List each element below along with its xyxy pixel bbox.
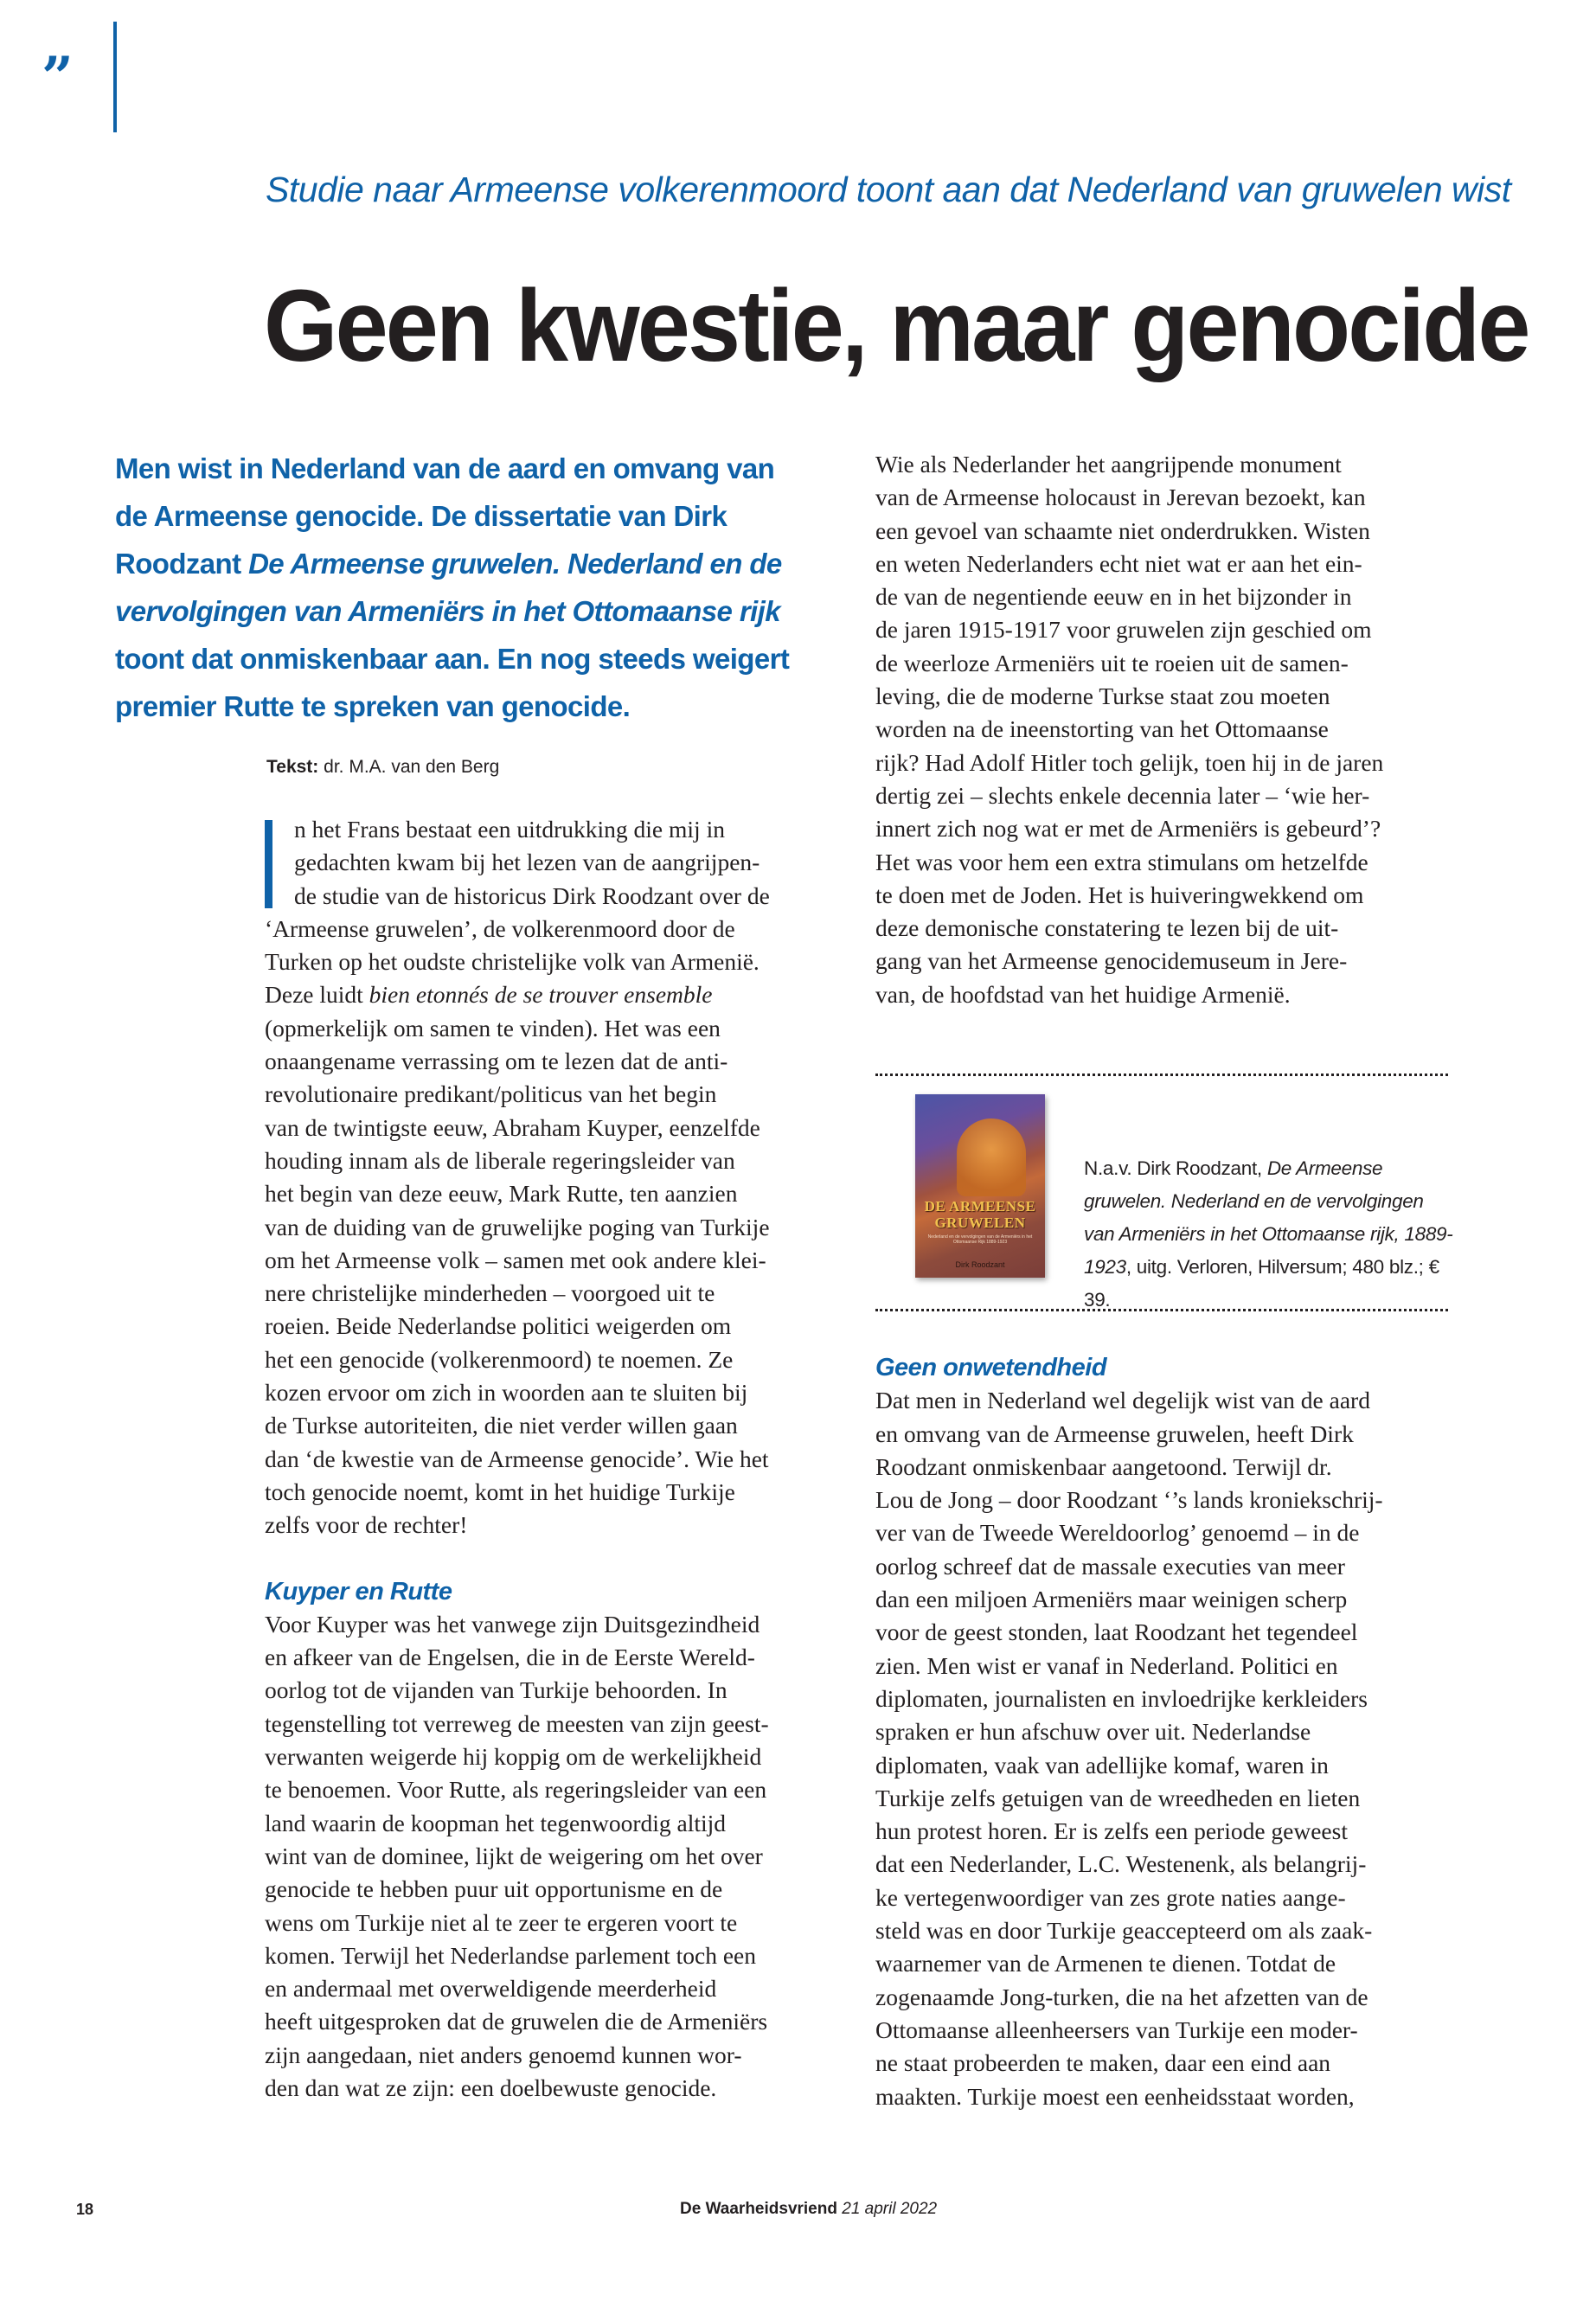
text-line: zijn aangedaan, niet anders genoemd kunnen wor-	[265, 2041, 742, 2068]
review-publisher: , uitg. Verloren, Hilversum; 480 blz.; € 39.	[1084, 1256, 1439, 1311]
text-line: Roodzant onmiskenbaar aangetoond. Terwijl dr.	[875, 1452, 1332, 1480]
text-line: revolutionaire predikant/politicus van het begin	[265, 1080, 717, 1108]
text-line: om het Armeense volk – samen met ook andere klei-	[265, 1246, 766, 1273]
article-headline: Geen kwestie, maar genocide	[264, 269, 1529, 383]
article-intro	[115, 445, 790, 730]
text-line: komen. Terwijl het Nederlandse parlement toch een	[265, 1941, 756, 1969]
review-prefix: N.a.v. Dirk Roodzant,	[1084, 1157, 1267, 1179]
text-line: Het was voor hem een extra stimulans om hetzelfde	[875, 848, 1368, 875]
text-line: van, de hoofdstad van het huidige Armenië.	[875, 980, 1291, 1008]
dotted-divider-top	[875, 1074, 1448, 1076]
page-number: 18	[76, 2201, 94, 2218]
text-line: zogenaamde Jong-turken, die na het afzetten van de	[875, 1983, 1368, 2010]
text-line: Ottomaanse alleenheersers van Turkije een moder-	[875, 2016, 1358, 2043]
right-column	[875, 448, 1446, 1011]
italic-phrase: bien etonnés de se trouver ensemble	[369, 981, 713, 1009]
text-line: dat een Nederlander, L.C. Westenenk, als belangrij-	[875, 1850, 1367, 1878]
text-run: Deze luidt	[265, 981, 369, 1009]
text-line: leving, die de moderne Turkse staat zou moeten	[875, 683, 1330, 710]
article-kicker: Studie naar Armeense volkerenmoord toont aan dat Nederland van gruwelen wist	[266, 170, 1511, 209]
issue-date: 21 april 2022	[842, 2200, 938, 2218]
text-line: den dan wat ze zijn: een doelbewuste genocide.	[265, 2073, 717, 2101]
text-line: van de duiding van de gruwelijke poging van Turkije	[265, 1213, 770, 1240]
intro-text-1: Men wist in Nederland van de aard en omvang van de Armeense genocide. De dissertatie van Dirk Roodzant	[115, 452, 775, 580]
text-line: spraken er hun afschuw over uit. Nederlandse	[875, 1718, 1311, 1746]
dropcap-paragraph	[265, 813, 836, 913]
text-line: Lou de Jong – door Roodzant ‘’s lands kroniekschrij-	[875, 1486, 1383, 1514]
text-line: steld was en door Turkije geaccepteerd om als zaak-	[875, 1917, 1373, 1945]
byline-label: Tekst:	[266, 757, 319, 777]
text-line: van de twintigste eeuw, Abraham Kuyper, eenzelfde	[265, 1113, 760, 1141]
right-column-lower	[875, 1351, 1446, 2113]
text-line: waarnemer van de Armenen te dienen. Totdat de	[875, 1950, 1336, 1977]
text-line: genocide te hebben puur uit opportunisme en de	[265, 1875, 723, 1903]
text-line: Voor Kuyper was het vanwege zijn Duitsgezindheid	[265, 1610, 760, 1638]
book-cover-author: Dirk Roodzant	[955, 1260, 1005, 1269]
book-cover-figure	[957, 1118, 1026, 1196]
text-line: en omvang van de Armeense gruwelen, heeft Dirk	[875, 1420, 1354, 1447]
book-cover-title-line2: GRUWELEN	[934, 1215, 1026, 1231]
review-book-title: De Armeense gruwelen. Nederland en de vervolgingen van Armeniërs in het Ottomaanse rijk, 1889-1923	[1084, 1157, 1453, 1278]
dotted-divider-bottom	[875, 1309, 1448, 1311]
text-line: ver van de Tweede Wereldoorlog’ genoemd – in de	[875, 1519, 1360, 1547]
text-line: voor de geest stonden, laat Roodzant het tegendeel	[875, 1618, 1358, 1646]
book-cover-subtitle: Nederland en de vervolgingen van de Armeniërs in het Ottomaanse Rijk 1889-1923	[927, 1234, 1033, 1245]
text-line: houding innam als de liberale regeringsleider van	[265, 1146, 735, 1174]
text-line: de studie van de historicus Dirk Roodzant over de	[294, 881, 770, 909]
text-line: worden na de ineenstorting van het Ottomaanse	[875, 715, 1329, 743]
magazine-name: De Waarheidsvriend	[680, 2200, 837, 2218]
text-line: zelfs voor de rechter!	[265, 1511, 468, 1539]
text-line: Turken op het oudste christelijke volk van Armenië.	[265, 948, 760, 976]
text-line: roeien. Beide Nederlandse politici weigerden om	[265, 1312, 732, 1340]
text-line: het een genocide (volkerenmoord) te noemen. Ze	[265, 1345, 734, 1373]
text-line: diplomaten, vaak van adellijke komaf, waren in	[875, 1751, 1329, 1779]
dropcap-i-bar	[265, 820, 272, 908]
text-line: n het Frans bestaat een uitdrukking die mij in	[294, 816, 725, 843]
text-line: verwanten weigerde hij koppig om de werkelijkheid	[265, 1743, 762, 1771]
text-line: hun protest horen. Er is zelfs een periode geweest	[875, 1817, 1348, 1845]
text-line: diplomaten, journalisten en invloedrijke kerkleiders	[875, 1684, 1368, 1712]
text-line: rijk? Had Adolf Hitler toch gelijk, toen hij in de jaren	[875, 748, 1384, 776]
subhead-kuyper-en-rutte: Kuyper en Rutte	[265, 1577, 452, 1606]
book-review-info	[1084, 1152, 1456, 1317]
text-line: (opmerkelijk om samen te vinden). Het was een	[265, 1014, 721, 1042]
book-cover-title	[915, 1198, 1045, 1231]
vertical-rule	[113, 22, 117, 132]
text-line: ‘Armeense gruwelen’, de volkerenmoord door de	[265, 914, 735, 942]
text-line: Dat men in Nederland wel degelijk wist van de aard	[875, 1387, 1370, 1414]
text-line: onaangename verrassing om te lezen dat de anti-	[265, 1048, 728, 1075]
intro-text-2: toont dat onmiskenbaar aan. En nog steeds weigert premier Rutte te spreken van genocide.	[115, 643, 790, 722]
text-line: ke vertegenwoordiger van zes grote naties aange-	[875, 1883, 1346, 1911]
book-cover-image	[915, 1094, 1045, 1278]
footer-magazine	[680, 2200, 937, 2219]
subhead-geen-onwetendheid: Geen onwetendheid	[875, 1354, 1107, 1381]
text-line: en andermaal met overweldigende meerderheid	[265, 1975, 717, 2003]
text-line: de van de negentiende eeuw en in het bijzonder in	[875, 583, 1352, 611]
byline	[266, 757, 499, 778]
text-line: wens om Turkije niet al te zeer te ergeren voort te	[265, 1908, 738, 1936]
text-line: Turkije zelfs getuigen van de wreedheden en lieten	[875, 1784, 1361, 1811]
text-line: de Turkse autoriteiten, die niet verder willen gaan	[265, 1412, 738, 1439]
text-line: gang van het Armeense genocidemuseum in Jere-	[875, 947, 1348, 975]
text-line: heeft uitgesproken dat de gruwelen die de Armeniërs	[265, 2008, 768, 2035]
text-line: te doen met de Joden. Het is huiveringwekkend om	[875, 881, 1364, 908]
text-line: ne staat probeerden te maken, daar een eind aan	[875, 2049, 1331, 2077]
text-line: van de Armeense holocaust in Jerevan bezoekt, kan	[875, 484, 1366, 511]
text-line: oorlog tot de vijanden van Turkije behoorden. In	[265, 1676, 727, 1704]
text-line: en weten Nederlanders echt niet wat er aan het ein-	[875, 549, 1362, 577]
text-line: innert zich nog wat er met de Armeniërs is gebeurd’?	[875, 815, 1381, 843]
quote-icon: ”	[42, 45, 74, 110]
text-line: de jaren 1915-1917 voor gruwelen zijn geschied om	[875, 616, 1372, 644]
text-line: Wie als Nederlander het aangrijpende monument	[875, 451, 1342, 478]
left-column	[265, 813, 836, 2105]
text-line: maakten. Turkije moest een eenheidsstaat worden,	[875, 2082, 1355, 2110]
text-line: te benoemen. Voor Rutte, als regeringsleider van een	[265, 1776, 767, 1804]
text-line: wint van de dominee, lijkt de weigering om het over	[265, 1842, 763, 1869]
text-line: zien. Men wist er vanaf in Nederland. Politici en	[875, 1651, 1338, 1679]
byline-author: dr. M.A. van den Berg	[324, 757, 500, 777]
text-line: het begin van deze eeuw, Mark Rutte, ten aanzien	[265, 1180, 738, 1208]
text-line: toch genocide noemt, komt in het huidige Turkije	[265, 1477, 735, 1505]
text-line: een gevoel van schaamte niet onderdrukken. Wisten	[875, 516, 1370, 544]
text-line: dertig zei – slechts enkele decennia later – ‘wie her-	[875, 781, 1370, 809]
intro-book-title: De Armeense gruwelen. Nederland en de vervolgingen van Armeniërs in het Ottomaanse rijk	[115, 548, 782, 627]
book-cover-title-line1: DE ARMEENSE	[924, 1198, 1036, 1215]
text-line: kozen ervoor om zich in woorden aan te sluiten bij	[265, 1379, 748, 1407]
text-line: en afkeer van de Engelsen, die in de Eerste Wereld-	[265, 1644, 755, 1671]
text-line: dan een miljoen Armeniërs maar weinigen scherp	[875, 1586, 1348, 1613]
text-line: nere christelijke minderheden – voorgoed uit te	[265, 1279, 715, 1307]
text-line: gedachten kwam bij het lezen van de aangrijpen-	[294, 849, 760, 876]
text-line: deze demonische constatering te lezen bij de uit-	[875, 914, 1339, 942]
text-line: dan ‘de kwestie van de Armeense genocide’. Wie het	[265, 1445, 769, 1472]
text-line: land waarin de koopman het tegenwoordig altijd	[265, 1809, 727, 1836]
text-line: de weerloze Armeniërs uit te roeien uit de samen-	[875, 649, 1349, 676]
text-line	[265, 978, 836, 1011]
text-line: oorlog schreef dat de massale executies van meer	[875, 1552, 1345, 1580]
text-line: tegenstelling tot verreweg de meesten van zijn geest-	[265, 1709, 769, 1737]
